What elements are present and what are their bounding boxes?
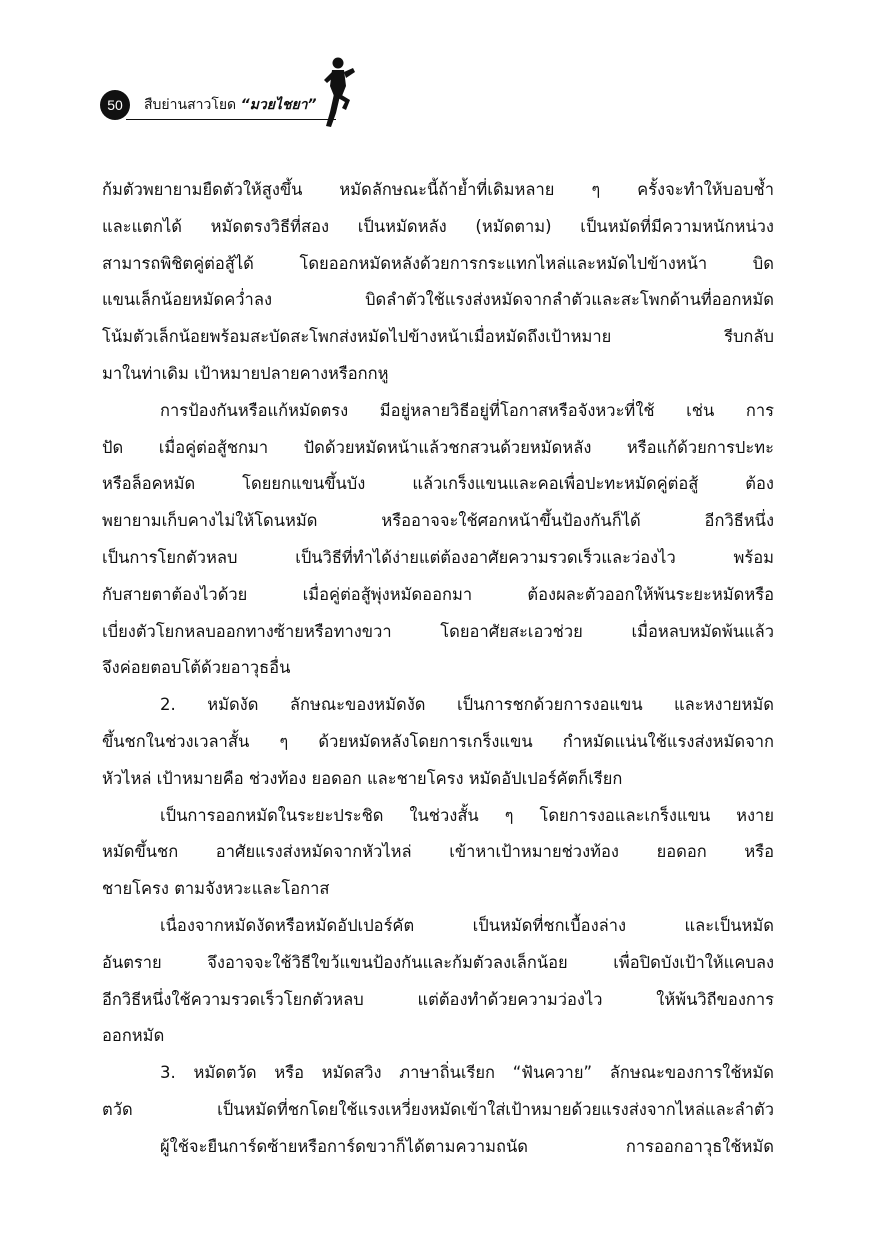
text-line: เป็นการโยกตัวหลบ เป็นวิธีที่ทำได้ง่ายแต่ต้องอาศัยความรวดเร็วและว่องไว พร้อม [102,547,774,567]
running-title [144,95,317,115]
running-title-text: สืบย่านสาวโยด [144,97,241,113]
text-line: พยายามเก็บคางไม่ให้โดนหมัด หรืออาจจะใช้ศอกหน้าขึ้นป้องกันก็ได้ อีกวิธีหนึ่ง [102,511,774,531]
header-rule [126,119,336,120]
running-title-emphasis: “มวยไชยา” [240,97,317,113]
body-text [102,172,774,1166]
page-number-badge: 50 [100,90,130,120]
paragraph-first-line: 3. หมัดตวัด หรือ หมัดสวิง ภาษาถิ่นเรียก “ฟันควาย” ลักษณะของการใช้หมัด [160,1063,774,1083]
text-line: เบี่ยงตัวโยกหลบออกทางซ้ายหรือทางขวา โดยอาศัยสะเอวช่วย เมื่อหลบหมัดพ้นแล้ว [102,621,774,641]
text-line: หรือล็อคหมัด โดยยกแขนขึ้นบัง แล้วเกร็งแขนและคอเพื่อปะทะหมัดคู่ต่อสู้ ต้อง [102,474,774,494]
text-line: จึงค่อยตอบโต้ด้วยอาวุธอื่น [102,658,291,678]
muay-thai-fighter-silhouette-icon [316,56,360,128]
text-line: กับสายตาต้องไวด้วย เมื่อคู่ต่อสู้พุ่งหมัดออกมา ต้องผละตัวออกให้พ้นระยะหมัดหรือ [102,584,774,604]
text-line: ชายโครง ตามจังหวะและโอกาส [102,879,330,899]
text-line: ขึ้นชกในช่วงเวลาสั้น ๆ ด้วยหมัดหลังโดยการเกร็งแขน กำหมัดแน่นใช้แรงส่งหมัดจาก [102,731,774,751]
text-line: หัวไหล่ เป้าหมายคือ ช่วงท้อง ยอดอก และชายโครง หมัดอัปเปอร์คัตก็เรียก [102,768,623,788]
text-line: แขนเล็กน้อยหมัดคว่ำลง บิดลำตัวใช้แรงส่งหมัดจากลำตัวและสะโพกด้านที่ออกหมัด [102,290,774,310]
page-header [0,0,877,140]
text-line: โน้มตัวเล็กน้อยพร้อมสะบัดสะโพกส่งหมัดไปข้างหน้าเมื่อหมัดถึงเป้าหมาย รีบกลับ [102,327,774,347]
text-line: ออกหมัด [102,1026,165,1046]
text-line: หมัดขึ้นชก อาศัยแรงส่งหมัดจากหัวไหล่ เข้าหาเป้าหมายช่วงท้อง ยอดอก หรือ [102,842,774,862]
paragraph-first-line: เนื่องจากหมัดงัดหรือหมัดอัปเปอร์คัต เป็นหมัดที่ชกเบื้องล่าง และเป็นหมัด [160,915,774,935]
text-line: ก้มตัวพยายามยืดตัวให้สูงขึ้น หมัดลักษณะนี้ถ้าย้ำที่เดิมหลาย ๆ ครั้งจะทำให้บอบช้ำ [102,180,774,199]
text-line: ปัด เมื่อคู่ต่อสู้ชกมา ปัดด้วยหมัดหน้าแล้วชกสวนด้วยหมัดหลัง หรือแก้ด้วยการปะทะ [102,437,774,457]
text-line: อีกวิธีหนึ่งใช้ความรวดเร็วโยกตัวหลบ แต่ต้องทำด้วยความว่องไว ให้พ้นวิถีของการ [102,989,774,1009]
paragraph-first-line: การป้องกันหรือแก้หมัดตรง มีอยู่หลายวิธีอยู่ที่โอกาสหรือจังหวะที่ใช้ เช่น การ [160,400,774,420]
paragraph-first-line: เป็นการออกหมัดในระยะประชิด ในช่วงสั้น ๆ โดยการงอและเกร็งแขน หงาย [160,805,774,825]
text-line: และแตกได้ หมัดตรงวิธีที่สอง เป็นหมัดหลัง (หมัดตาม) เป็นหมัดที่มีความหนักหน่วง [102,216,774,236]
text-line: อันตราย จึงอาจจะใช้วิธีใขว้แขนป้องกันและก้มตัวลงเล็กน้อย เพื่อปิดบังเป้าให้แคบลง [102,952,774,972]
text-line: ตวัด เป็นหมัดที่ชกโดยใช้แรงเหวี่ยงหมัดเข้าใส่เป้าหมายด้วยแรงส่งจากไหล่และลำตัว [102,1099,774,1119]
paragraph-first-line: 2. หมัดงัด ลักษณะของหมัดงัด เป็นการชกด้วยการงอแขน และหงายหมัด [160,695,774,715]
text-line: มาในท่าเดิม เป้าหมายปลายคางหรือกกหู [102,363,389,383]
text-line: สามารถพิชิตคู่ต่อสู้ได้ โดยออกหมัดหลังด้วยการกระแทกไหล่และหมัดไปข้างหน้า บิด [102,253,774,273]
paragraph-first-line: ผู้ใช้จะยืนการ์ดซ้ายหรือการ์ดขวาก็ได้ตามความถนัด การออกอาวุธใช้หมัด [160,1136,774,1156]
